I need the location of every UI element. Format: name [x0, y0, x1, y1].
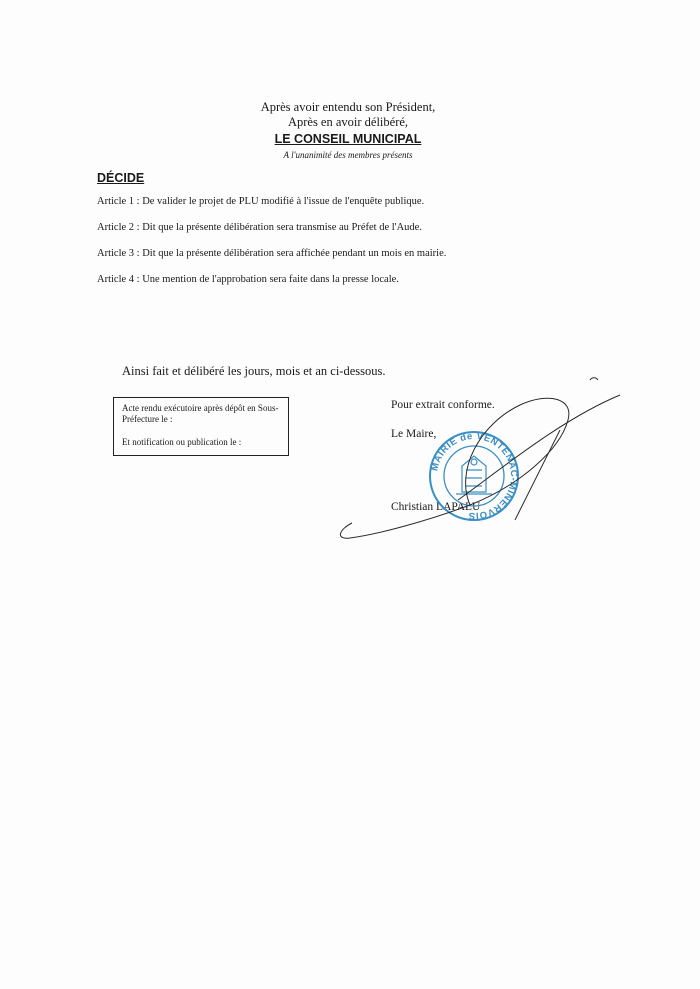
article-4: Article 4 : Une mention de l'approbation sera faite dans la presse locale. [97, 274, 399, 285]
decide-heading: DÉCIDE [97, 171, 145, 185]
stamp-inner-ring [444, 446, 504, 506]
mayor-name: Christian LAPALU [391, 501, 481, 513]
stamp-emblem [456, 456, 492, 494]
intro-line-president: Après avoir entendu son Président, [260, 100, 436, 114]
article-3: Article 3 : Dit que la présente délibération sera affichée pendant un mois en mairie. [97, 248, 447, 259]
execution-box-deposit-line: Acte rendu exécutoire après dépôt en Sous-Préfecture le : [122, 403, 279, 424]
unanimity-note: A l'unanimité des membres présents [283, 150, 413, 160]
stamp-circular-text: MAIRIE de VENTENAC-MINERVOIS [429, 430, 520, 522]
extract-conforme: Pour extrait conforme. [391, 399, 495, 411]
article-1: Article 1 : De valider le projet de PLU modifié à l'issue de l'enquête publique. [97, 196, 425, 207]
mayor-title: Le Maire, [391, 428, 437, 440]
intro-line-deliberation: Après en avoir délibéré, [287, 115, 409, 129]
execution-box [113, 397, 289, 456]
execution-box-notification-line: Et notification ou publication le : [122, 437, 242, 447]
article-2: Article 2 : Dit que la présente délibération sera transmise au Préfet de l'Aude. [97, 222, 422, 233]
council-heading: LE CONSEIL MUNICIPAL [274, 132, 422, 146]
closing-statement: Ainsi fait et délibéré les jours, mois et an ci-dessous. [122, 364, 386, 378]
